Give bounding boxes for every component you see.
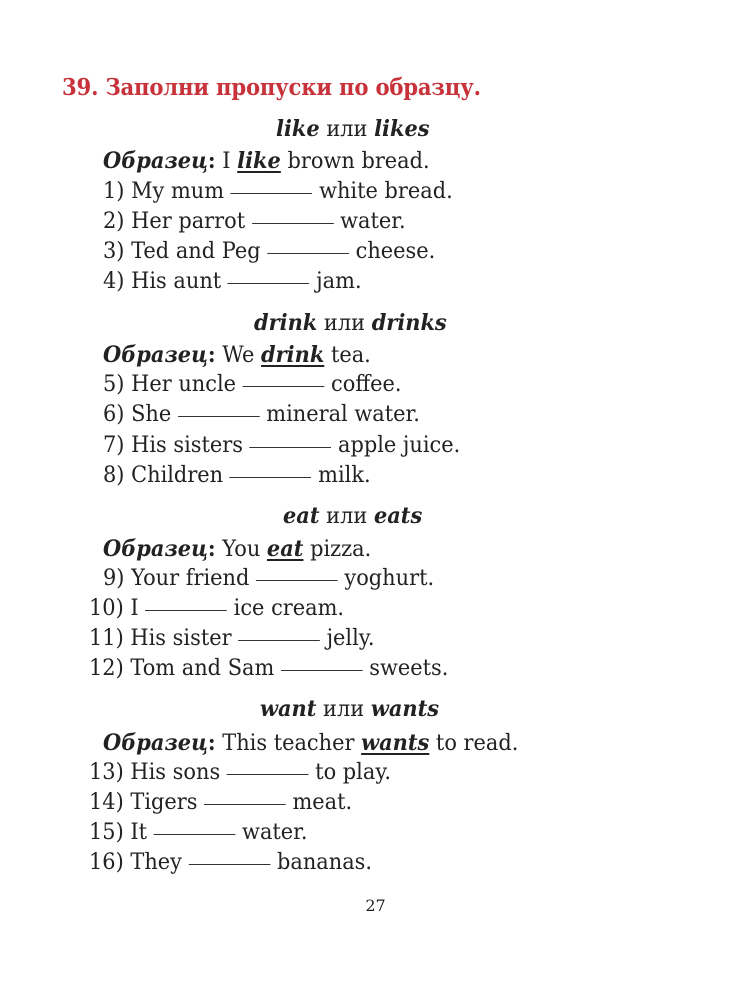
subject-text: Tigers [130, 790, 198, 815]
exercise-item [89, 819, 308, 847]
subject-text: Your friend [131, 566, 250, 591]
before-text: You [222, 537, 261, 562]
exercise-item [103, 432, 460, 460]
sample-sentence: Образец: You eat pizza. [103, 536, 372, 562]
answer-blank[interactable] [267, 252, 349, 254]
exercise-item [103, 178, 453, 206]
subject-text: My mum [131, 179, 225, 204]
n-text: 3) [103, 239, 125, 264]
exercise-item [103, 565, 434, 593]
answer-blank[interactable] [145, 609, 227, 611]
answer-blank[interactable] [178, 415, 260, 417]
after-text: to read. [435, 731, 519, 756]
rest-text: to play. [315, 760, 392, 785]
subject-text: She [131, 402, 172, 427]
n-text: 1) [103, 179, 125, 204]
exercise-item [103, 371, 402, 399]
before-text: We [222, 343, 255, 368]
sample-label-text: Образец [103, 342, 208, 368]
word-text: drink [261, 342, 325, 368]
n-text: 16) [89, 850, 124, 875]
answer-blank[interactable] [252, 222, 334, 224]
joiner-text: или [323, 311, 366, 336]
rest-text: jam. [316, 269, 362, 294]
word-text: like [237, 148, 281, 174]
subject-text: I [130, 596, 139, 621]
exercise-item [103, 401, 420, 429]
n-text: 5) [103, 372, 125, 397]
answer-blank[interactable] [228, 282, 310, 284]
word2-text: drinks [371, 310, 447, 336]
word-text: wants [361, 730, 430, 756]
n-text: 4) [103, 269, 125, 294]
section-header-want [260, 696, 439, 722]
exercise-item [103, 208, 406, 236]
exercise-item [89, 759, 391, 787]
rest-text: apple juice. [338, 433, 461, 458]
exercise-number: 39. [62, 74, 99, 101]
subject-text: Children [131, 463, 224, 488]
word2-text: likes [374, 116, 430, 142]
n-text: 12) [89, 656, 124, 681]
n-text: 14) [89, 790, 124, 815]
subject-text: His sisters [131, 433, 244, 458]
joiner-text: или [326, 504, 368, 529]
n-text: 13) [89, 760, 124, 785]
answer-blank[interactable] [250, 446, 332, 448]
sample-label-text: Образец [103, 148, 208, 174]
exercise-title [62, 74, 481, 101]
subject-text: His aunt [131, 269, 222, 294]
exercise-item [103, 268, 362, 296]
joiner-text: или [326, 117, 368, 142]
subject-text: They [130, 850, 182, 875]
answer-blank[interactable] [227, 773, 309, 775]
sample-label-text: Образец [103, 536, 208, 562]
answer-blank[interactable] [238, 639, 320, 641]
rest-text: water. [242, 820, 308, 845]
answer-blank[interactable] [281, 669, 363, 671]
exercise-item [89, 849, 372, 877]
before-text: This teacher [222, 731, 355, 756]
n-text: 10) [89, 596, 124, 621]
answer-blank[interactable] [204, 803, 286, 805]
exercise-item [89, 595, 344, 623]
before-text: I [222, 149, 231, 174]
after-text: pizza. [310, 537, 372, 562]
exercise-instruction: Заполни пропуски по образцу. [105, 74, 481, 101]
rest-text: sweets. [369, 656, 449, 681]
rest-text: milk. [318, 463, 371, 488]
n-text: 2) [103, 209, 125, 234]
subject-text: It [130, 820, 148, 845]
subject-text: His sister [130, 626, 232, 651]
word1-text: want [260, 696, 317, 722]
n-text: 9) [103, 566, 125, 591]
sample-sentence: Образец: This teacher wants to read. [103, 730, 519, 756]
rest-text: bananas. [276, 850, 373, 875]
exercise-item [103, 462, 371, 490]
n-text: 8) [103, 463, 125, 488]
exercise-item [89, 625, 374, 653]
exercise-item [89, 655, 448, 683]
answer-blank[interactable] [256, 579, 338, 581]
sample-sentence: Образец: I like brown bread. [103, 148, 430, 174]
n-text: 6) [103, 402, 125, 427]
word1-text: eat [283, 503, 320, 529]
answer-blank[interactable] [231, 192, 313, 194]
word2-text: eats [373, 503, 423, 529]
rest-text: cheese. [355, 239, 436, 264]
subject-text: Her parrot [131, 209, 246, 234]
after-text: tea. [330, 343, 371, 368]
rest-text: water. [340, 209, 406, 234]
rest-text: meat. [292, 790, 353, 815]
rest-text: ice cream. [233, 596, 345, 621]
section-header-like [276, 116, 430, 142]
n-text: 11) [89, 626, 124, 651]
rest-text: coffee. [331, 372, 402, 397]
word1-text: drink [254, 310, 318, 336]
rest-text: jelly. [326, 626, 375, 651]
subject-text: Ted and Peg [131, 239, 261, 264]
subject-text: Her uncle [131, 372, 237, 397]
n-text: 7) [103, 433, 125, 458]
sample-sentence: Образец: We drink tea. [103, 342, 371, 368]
rest-text: mineral water. [266, 402, 420, 427]
word2-text: wants [370, 696, 440, 722]
section-header-eat [283, 503, 422, 529]
answer-blank[interactable] [243, 385, 325, 387]
exercise-item [103, 238, 435, 266]
subject-text: His sons [130, 760, 221, 785]
exercise-item [89, 789, 352, 817]
n-text: 15) [89, 820, 124, 845]
answer-blank[interactable] [189, 863, 271, 865]
section-header-drink [254, 310, 447, 336]
word-text: eat [266, 536, 304, 562]
answer-blank[interactable] [230, 476, 312, 478]
rest-text: white bread. [319, 179, 453, 204]
rest-text: yoghurt. [344, 566, 435, 591]
sample-label-text: Образец [103, 730, 208, 756]
subject-text: Tom and Sam [130, 656, 275, 681]
word1-text: like [276, 116, 320, 142]
joiner-text: или [323, 697, 365, 722]
after-text: brown bread. [287, 149, 430, 174]
page-number: 27 [365, 896, 386, 915]
answer-blank[interactable] [154, 833, 236, 835]
